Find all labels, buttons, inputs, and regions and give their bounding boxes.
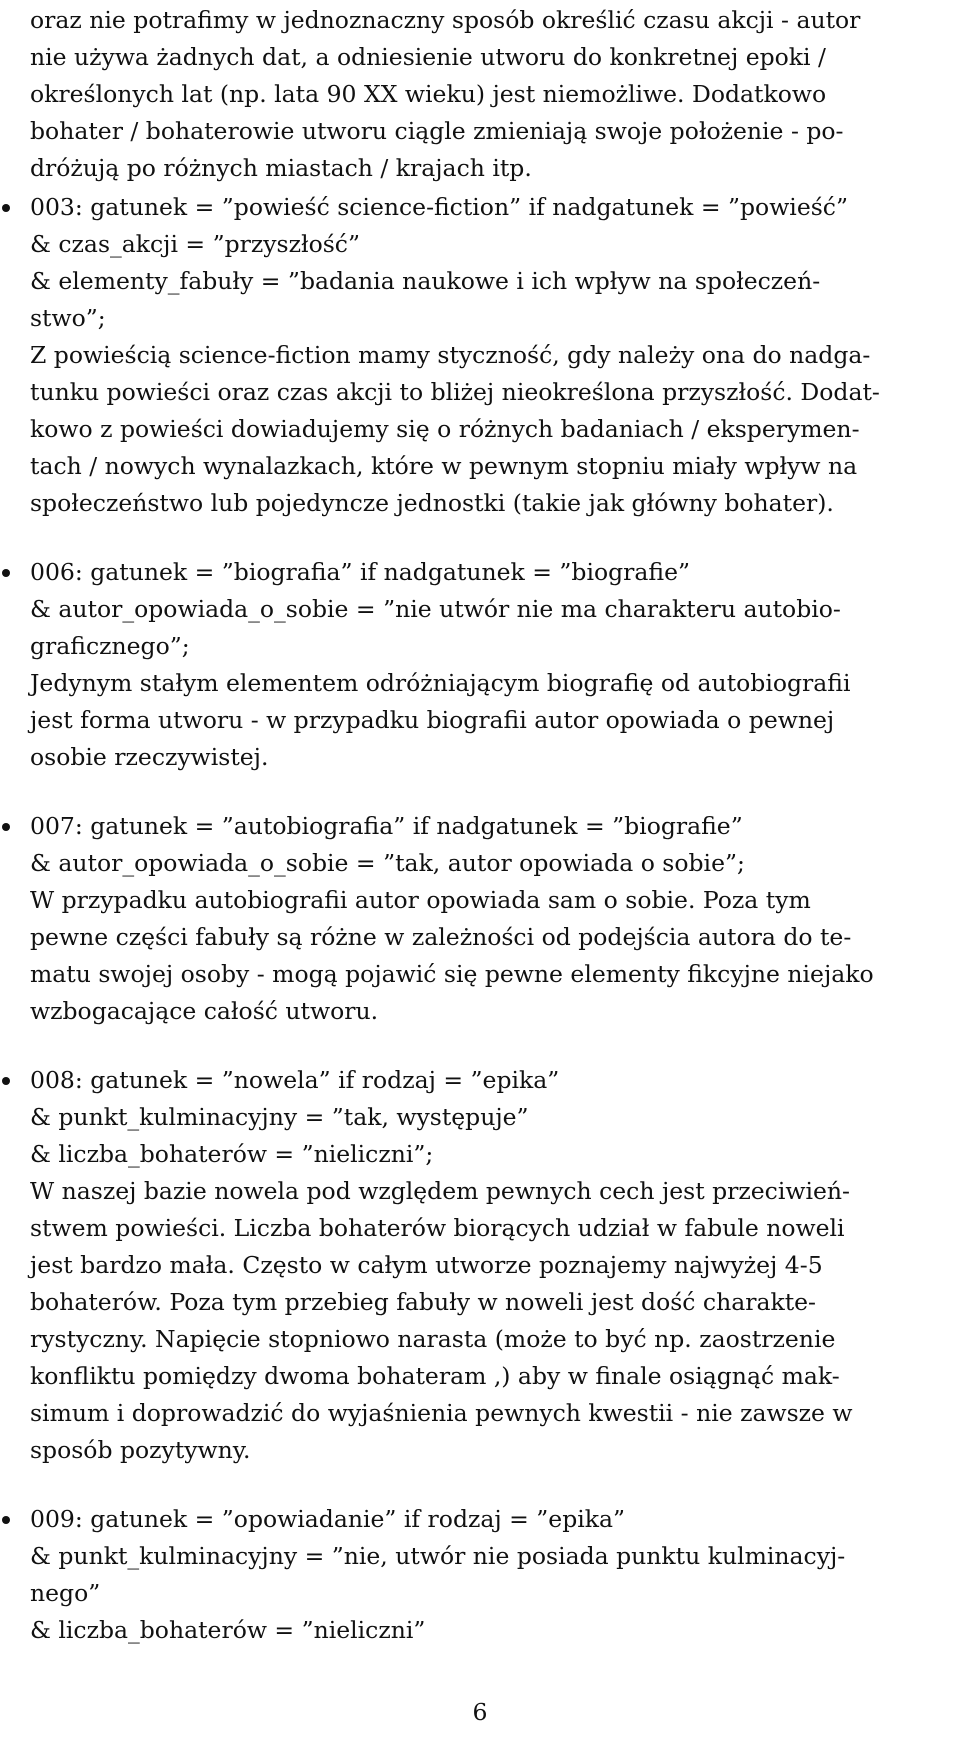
bullet-icon bbox=[2, 1077, 10, 1085]
intro-line: oraz nie potrafimy w jednoznaczny sposób określić czasu akcji - autor bbox=[30, 6, 861, 34]
item-line: W naszej bazie nowela pod względem pewnych cech jest przeciwień- bbox=[30, 1177, 850, 1205]
item-line: nego” bbox=[30, 1579, 101, 1607]
item-line: & autor_opowiada_o_sobie = ”nie utwór nie ma charakteru autobio- bbox=[30, 595, 841, 623]
item-line: rystyczny. Napięcie stopniowo narasta (może to być np. zaostrzenie bbox=[30, 1325, 836, 1353]
item-line: kowo z powieści dowiadujemy się o różnych badaniach / eksperymen- bbox=[30, 415, 860, 443]
item-line: W przypadku autobiografii autor opowiada sam o sobie. Poza tym bbox=[30, 886, 811, 914]
item-line: jest forma utworu - w przypadku biografii autor opowiada o pewnej bbox=[30, 706, 835, 734]
item-line: pewne części fabuły są różne w zależności od podejścia autora do te- bbox=[30, 923, 852, 951]
intro-line: dróżują po różnych miastach / krajach itp. bbox=[30, 154, 532, 182]
bullet-icon bbox=[2, 204, 10, 212]
item-line: & elementy_fabuły = ”badania naukowe i ich wpływ na społeczeń- bbox=[30, 267, 821, 295]
intro-line: określonych lat (np. lata 90 XX wieku) jest niemożliwe. Dodatkowo bbox=[30, 80, 827, 108]
item-line: & liczba_bohaterów = ”nieliczni” bbox=[30, 1616, 426, 1644]
item-line: & punkt_kulminacyjny = ”tak, występuje” bbox=[30, 1103, 529, 1131]
item-line: jest bardzo mała. Często w całym utworze poznajemy najwyżej 4-5 bbox=[30, 1251, 823, 1279]
item-line: bohaterów. Poza tym przebieg fabuły w noweli jest dość charakte- bbox=[30, 1288, 816, 1316]
item-line: & autor_opowiada_o_sobie = ”tak, autor opowiada o sobie”; bbox=[30, 849, 745, 877]
item-line: 007: gatunek = ”autobiografia” if nadgatunek = ”biografie” bbox=[30, 812, 743, 840]
bullet-icon bbox=[2, 1516, 10, 1524]
item-line: & czas_akcji = ”przyszłość” bbox=[30, 230, 360, 258]
item-line: osobie rzeczywistej. bbox=[30, 743, 269, 771]
item-line: sposób pozytywny. bbox=[30, 1436, 251, 1464]
item-line: konfliktu pomiędzy dwoma bohateram ,) aby w finale osiągnąć mak- bbox=[30, 1362, 840, 1390]
bullet-icon bbox=[2, 569, 10, 577]
item-line: 003: gatunek = ”powieść science-fiction” if nadgatunek = ”powieść” bbox=[30, 193, 848, 221]
item-line: stwem powieści. Liczba bohaterów biorących udział w fabule noweli bbox=[30, 1214, 845, 1242]
item-line: tunku powieści oraz czas akcji to bliżej nieokreślona przyszłość. Dodat- bbox=[30, 378, 880, 406]
item-line: 006: gatunek = ”biografia” if nadgatunek = ”biografie” bbox=[30, 558, 690, 586]
item-line: Z powieścią science-fiction mamy styczność, gdy należy ona do nadga- bbox=[30, 341, 871, 369]
item-line: społeczeństwo lub pojedyncze jednostki (takie jak główny bohater). bbox=[30, 489, 834, 517]
item-line: simum i doprowadzić do wyjaśnienia pewnych kwestii - nie zawsze w bbox=[30, 1399, 853, 1427]
item-line: & liczba_bohaterów = ”nieliczni”; bbox=[30, 1140, 434, 1168]
item-line: matu swojej osoby - mogą pojawić się pewne elementy fikcyjne niejako bbox=[30, 960, 874, 988]
item-line: 009: gatunek = ”opowiadanie” if rodzaj = ”epika” bbox=[30, 1505, 626, 1533]
bullet-icon bbox=[2, 823, 10, 831]
item-line: tach / nowych wynalazkach, które w pewnym stopniu miały wpływ na bbox=[30, 452, 858, 480]
item-line: & punkt_kulminacyjny = ”nie, utwór nie posiada punktu kulminacyj- bbox=[30, 1542, 846, 1570]
item-line: graficznego”; bbox=[30, 632, 190, 660]
intro-line: nie używa żadnych dat, a odniesienie utworu do konkretnej epoki / bbox=[30, 43, 826, 71]
item-line: wzbogacające całość utworu. bbox=[30, 997, 379, 1025]
item-line: Jedynym stałym elementem odróżniającym biografię od autobiografii bbox=[30, 669, 851, 697]
page-number: 6 bbox=[472, 1698, 488, 1726]
item-line: stwo”; bbox=[30, 304, 106, 332]
intro-line: bohater / bohaterowie utworu ciągle zmieniają swoje położenie - po- bbox=[30, 117, 844, 145]
item-line: 008: gatunek = ”nowela” if rodzaj = ”epika” bbox=[30, 1066, 560, 1094]
